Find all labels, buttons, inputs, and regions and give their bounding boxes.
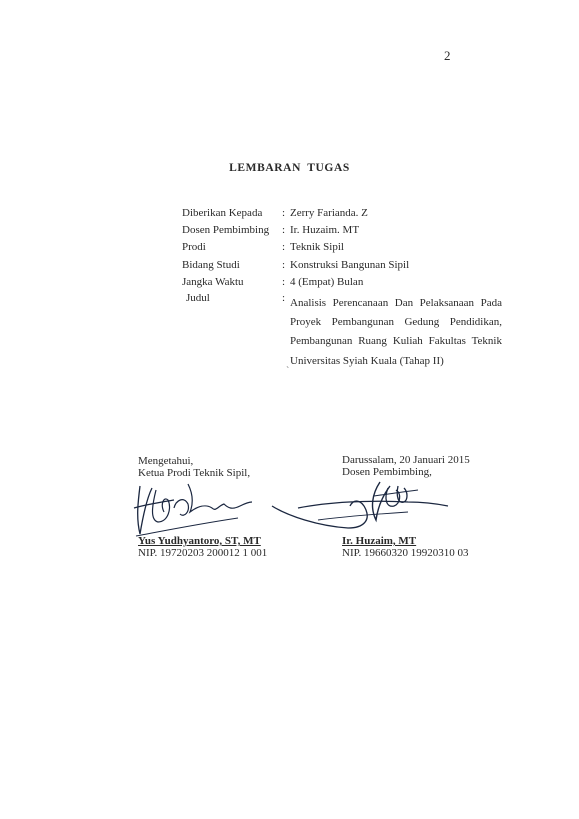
- right-signature-image: [258, 476, 454, 538]
- field-label: Bidang Studi: [182, 259, 240, 271]
- judul-value: [290, 294, 502, 371]
- field-label: Dosen Pembimbing: [182, 224, 270, 236]
- right-signature-date: Darussalam, 20 Januari 2015: [342, 454, 470, 466]
- stray-mark: `: [286, 366, 290, 377]
- document-title: LEMBARAN TUGAS: [229, 162, 350, 174]
- field-label: Jangka Waktu: [182, 276, 244, 288]
- field-colon: :: [282, 276, 286, 288]
- field-label: Diberikan Kepada: [182, 207, 263, 219]
- field-colon: :: [282, 241, 286, 253]
- field-colon: :: [282, 207, 286, 219]
- judul-line: Pembangunan Ruang Kuliah Fakultas Teknik: [290, 335, 502, 348]
- judul-line: Analisis Perencanaan Dan Pelaksanaan Pada: [290, 297, 502, 309]
- field-label: Judul: [186, 292, 210, 304]
- field-value: Zerry Farianda. Z: [290, 207, 368, 219]
- left-signature-role: Ketua Prodi Teknik Sipil,: [138, 467, 251, 479]
- page-number: 2: [444, 48, 451, 63]
- field-value: Ir. Huzaim. MT: [290, 224, 360, 236]
- judul-line: Universitas Syiah Kuala (Tahap II): [290, 354, 444, 367]
- field-value: Konstruksi Bangunan Sipil: [290, 259, 410, 271]
- field-colon: :: [282, 224, 286, 236]
- field-colon: :: [282, 259, 286, 271]
- field-value: Teknik Sipil: [290, 241, 344, 253]
- right-signatory-name: Ir. Huzaim, MT: [342, 535, 417, 547]
- left-signatory-nip: NIP. 19720203 200012 1 001: [138, 547, 268, 559]
- judul-line: Proyek Pembangunan Gedung Pendidikan,: [290, 316, 502, 329]
- left-signatory-name: Yus Yudhyantoro, ST, MT: [138, 535, 261, 547]
- field-value: 4 (Empat) Bulan: [290, 276, 364, 288]
- right-signatory-nip: NIP. 19660320 19920310 03: [342, 547, 469, 559]
- left-signature-greeting: Mengetahui,: [138, 455, 194, 467]
- field-colon: :: [282, 292, 286, 304]
- right-signature-role: Dosen Pembimbing,: [342, 466, 432, 478]
- left-signature-image: [128, 478, 258, 540]
- field-label: Prodi: [182, 241, 206, 253]
